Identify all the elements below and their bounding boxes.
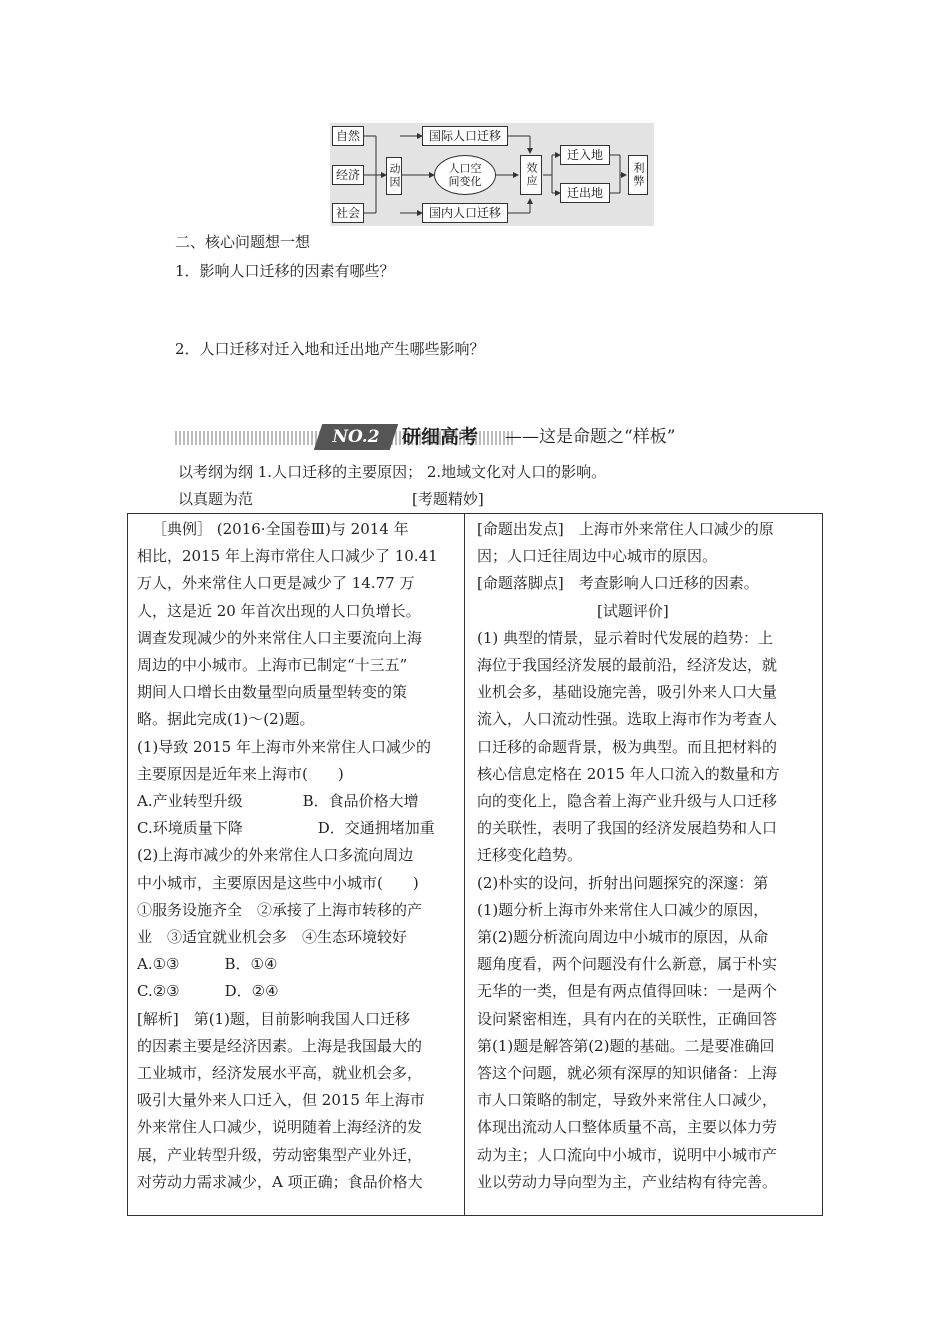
left-line: A.①③ B．①④ bbox=[137, 955, 278, 974]
left-line: ①服务设施齐全 ②承接了上海市转移的产 bbox=[137, 900, 423, 919]
left-line: 外来常住人口减少，说明随着上海经济的发 bbox=[137, 1118, 423, 1137]
center-line-1: 人口空 bbox=[448, 162, 482, 175]
section-heading: 二、核心问题想一想 bbox=[175, 233, 311, 251]
intro-line-2-right: [考题精妙] bbox=[412, 490, 484, 508]
left-line: (1)导致 2015 年上海市外来常住人口减少的 bbox=[137, 737, 431, 756]
center-line-2: 间变化 bbox=[448, 175, 482, 188]
result-label: 利弊 bbox=[632, 162, 645, 188]
right-line: (1) 典型的情景，显示着时代发展的趋势：上 bbox=[477, 628, 774, 647]
right-line: 业以劳动力导向型为主，产业结构有待完善。 bbox=[477, 1172, 778, 1191]
right-line: 业机会多，基础设施完善，吸引外来人口大量 bbox=[477, 683, 778, 702]
right-line: 流入，人口流动性强。选取上海市作为考查人 bbox=[477, 710, 778, 729]
right-line: [命题出发点] 上海市外来常住人口减少的原 bbox=[477, 520, 774, 538]
question-1: 1．影响人口迁移的因素有哪些？ bbox=[175, 262, 395, 280]
right-line: 海位于我国经济发展的最前沿，经济发达，就 bbox=[477, 656, 778, 675]
left-line: 工业城市，经济发展水平高，就业机会多， bbox=[137, 1064, 423, 1083]
banner-subtitle: ——这是命题之“样板” bbox=[505, 427, 676, 447]
left-line: 中小城市，主要原因是这些中小城市( ) bbox=[137, 873, 419, 892]
left-line: 人，这是近 20 年首次出现的人口负增长。 bbox=[137, 601, 421, 620]
left-line: C.②③ D．②④ bbox=[137, 982, 279, 1001]
right-line: 的关联性，表明了我国的经济发展趋势和人口 bbox=[477, 819, 778, 838]
in-place-box: 迁入地 bbox=[560, 145, 610, 165]
left-line: 万人，外来常住人口更是减少了 14.77 万 bbox=[137, 574, 415, 593]
factor-nature: 自然 bbox=[332, 126, 364, 146]
right-line: 无华的一类，但是有两点值得回味：一是两个 bbox=[477, 982, 778, 1001]
left-line: ［典例］ (2016·全国卷Ⅲ)与 2014 年 bbox=[152, 520, 409, 538]
left-line: 展，产业转型升级，劳动密集型产业外迁， bbox=[137, 1145, 423, 1164]
right-line: 第(2)题分析流向周边中小城市的原因，从命 bbox=[477, 928, 769, 947]
table-divider bbox=[464, 513, 465, 1216]
right-line: (2)朴实的设问，折射出问题探究的深邃：第 bbox=[477, 873, 769, 892]
out-place-box: 迁出地 bbox=[560, 183, 610, 203]
left-line: 业 ③适宜就业机会多 ④生态环境较好 bbox=[137, 928, 408, 947]
left-line: 的因素主要是经济因素。上海是我国最大的 bbox=[137, 1036, 423, 1055]
left-line: 吸引大量外来人口迁入，但 2015 年上海市 bbox=[137, 1091, 425, 1110]
left-line: 相比，2015 年上海市常住人口减少了 10.41 bbox=[137, 547, 438, 566]
right-line: 动为主；人口流向中小城市，说明中小城市产 bbox=[477, 1145, 778, 1164]
factor-society: 社会 bbox=[332, 203, 364, 223]
right-line: [命题落脚点] 考查影响人口迁移的因素。 bbox=[477, 574, 759, 593]
migration-diagram bbox=[330, 123, 654, 226]
question-2: 2．人口迁移对迁入地和迁出地产生哪些影响？ bbox=[175, 340, 485, 358]
left-line: (2)上海市减少的外来常住人口多流向周边 bbox=[137, 846, 414, 865]
right-line: [试题评价] bbox=[477, 601, 669, 620]
right-line: 题角度看，两个问题没有什么新意，属于朴实 bbox=[477, 955, 778, 974]
left-line: 调查发现减少的外来常住人口主要流向上海 bbox=[137, 628, 423, 647]
left-line: A.产业转型升级 B．食品价格大增 bbox=[137, 792, 419, 811]
cause-box bbox=[386, 157, 402, 195]
left-line: [解析] 第(1)题，目前影响我国人口迁移 bbox=[137, 1009, 410, 1028]
right-line: 因；人口迁往周边中心城市的原因。 bbox=[477, 547, 718, 566]
right-line: 向的变化上，隐含着上海产业升级与人口迁移 bbox=[477, 792, 778, 811]
intro-line-2-left: 以真题为范 bbox=[178, 490, 254, 508]
left-line: 期间人口增长由数量型向质量型转变的策 bbox=[137, 683, 408, 702]
factor-economy: 经济 bbox=[332, 165, 364, 185]
right-line: 核心信息定格在 2015 年人口流入的数量和方 bbox=[477, 764, 780, 783]
right-line: 体现出流动人口整体质量不高，主要以体力劳 bbox=[477, 1118, 778, 1137]
left-line: 对劳动力需求减少，A 项正确；食品价格大 bbox=[137, 1172, 423, 1191]
banner-title: 研细高考 bbox=[402, 426, 479, 448]
intro-line-1: 以考纲为纲 1.人口迁移的主要原因； 2.地域文化对人口的影响。 bbox=[178, 463, 607, 481]
right-line: 迁移变化趋势。 bbox=[477, 846, 583, 865]
right-line: 答这个问题，就必须有深厚的知识储备：上海 bbox=[477, 1064, 778, 1083]
effect-box bbox=[520, 155, 542, 195]
domestic-migration-box: 国内人口迁移 bbox=[422, 203, 508, 223]
international-migration-box: 国际人口迁移 bbox=[422, 126, 508, 146]
right-line: 市人口策略的制定，导致外来常住人口减少， bbox=[477, 1091, 778, 1110]
banner-tag: NO.2 bbox=[332, 427, 380, 447]
left-column bbox=[137, 516, 459, 1196]
right-column bbox=[477, 516, 817, 1196]
center-ellipse bbox=[434, 155, 496, 195]
left-line: C.环境质量下降 D．交通拥堵加重 bbox=[137, 819, 435, 838]
left-line: 主要原因是近年来上海市( ) bbox=[137, 764, 344, 783]
effect-label: 效应 bbox=[525, 162, 538, 188]
left-line: 周边的中小城市。上海市已制定“十三五” bbox=[137, 656, 408, 675]
right-line: 口迁移的命题背景，极为典型。而且把材料的 bbox=[477, 737, 778, 756]
result-box bbox=[628, 155, 648, 195]
cause-label: 动因 bbox=[388, 163, 401, 189]
right-line: 设问紧密相连，具有内在的关联性，正确回答 bbox=[477, 1009, 778, 1028]
right-line: 第(1)题是解答第(2)题的基础。二是要准确回 bbox=[477, 1036, 775, 1055]
right-line: (1)题分析上海市外来常住人口减少的原因， bbox=[477, 900, 769, 919]
left-line: 略。据此完成(1)～(2)题。 bbox=[137, 710, 315, 729]
